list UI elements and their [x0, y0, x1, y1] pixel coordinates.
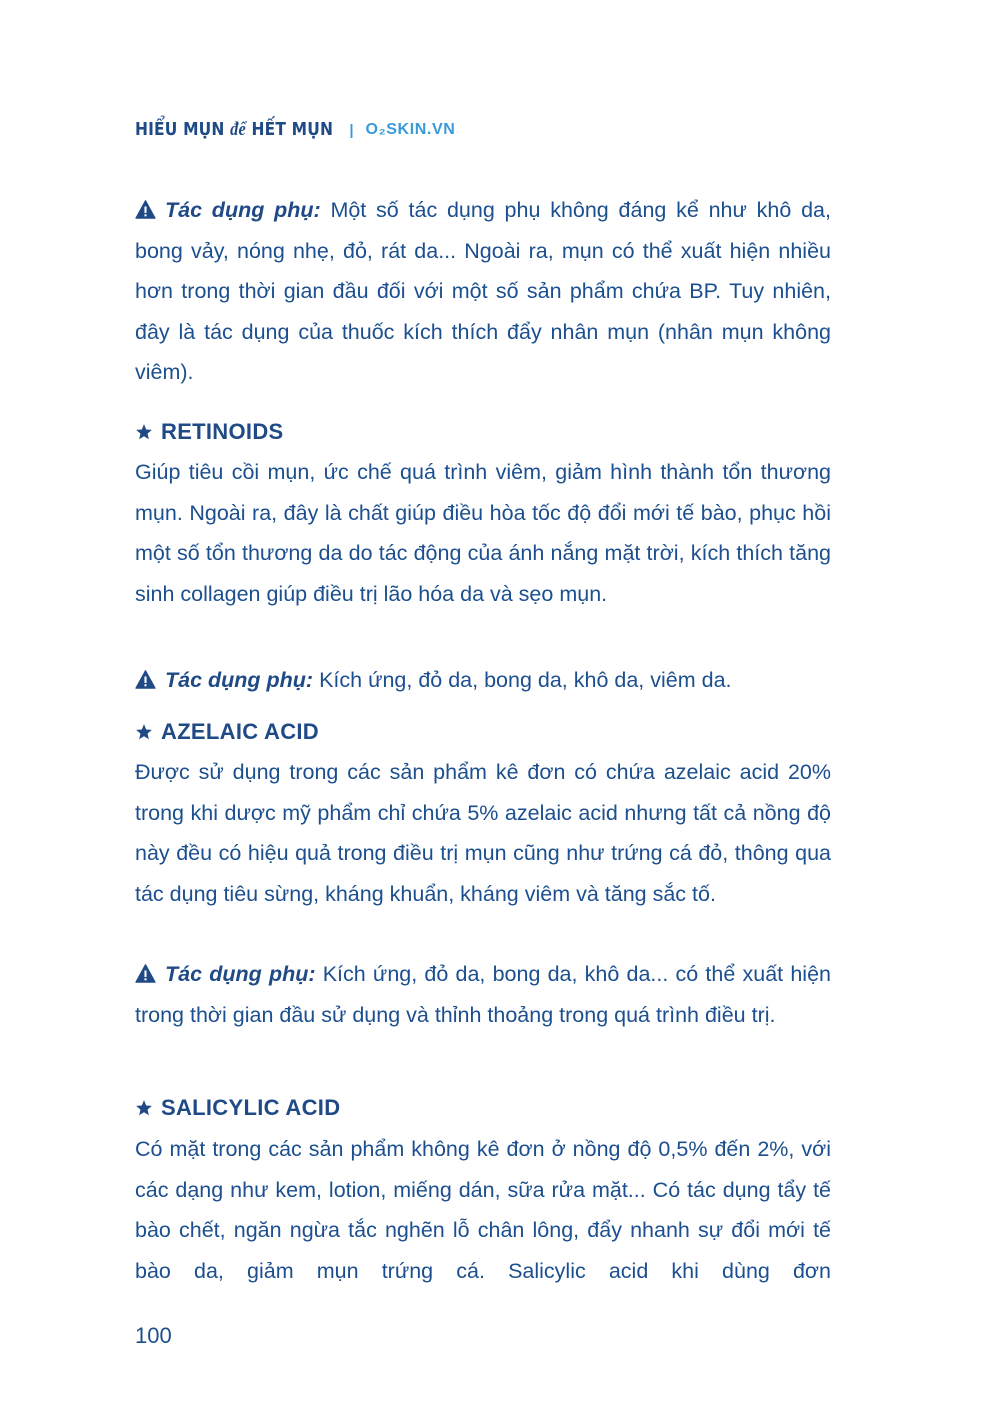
book-title-part2: HẾT MỤN: [245, 119, 334, 140]
salicylic-title: SALICYLIC ACID: [161, 1095, 341, 1120]
azelaic-title: AZELAIC ACID: [161, 719, 319, 744]
side-effects-label: Tác dụng phụ:: [165, 668, 314, 692]
retinoids-side-effects: [135, 660, 831, 701]
salicylic-body: Có mặt trong các sản phẩm không kê đơn ở nồng độ 0,5% đến 2%, với các dạng như kem, lotion, miếng dán, sữa rửa mặt... Có tác dụng tẩy tế bào chết, ngăn ngừa tắc nghẽn lỗ chân lông, đẩy nhanh sự đổi mới tế bào da, giảm mụn trứng cá. Salicylic acid khi dùng đơn: [135, 1137, 831, 1283]
warning-icon: [135, 964, 156, 983]
side-effects-text: Một số tác dụng phụ không đáng kể như khô da, bong vảy, nóng nhẹ, đỏ, rát da... Ngoài ra, mụn có thể xuất hiện nhiều hơn trong thời gian đầu đối với một số sản phẩm chứa BP. Tuy nhiên, đây là tác dụng của thuốc kích thích đẩy nhân mụn (nhân mụn không viêm).: [135, 198, 831, 384]
azelaic-heading: [135, 717, 319, 747]
page-number: 100: [135, 1323, 172, 1348]
star-icon: [135, 723, 153, 741]
site-name: O₂SKIN.VN: [365, 121, 456, 138]
header-separator: |: [349, 121, 354, 139]
book-title-script: để: [230, 119, 246, 140]
bp-side-effects: [135, 190, 831, 393]
warning-icon: [135, 200, 156, 219]
azelaic-side-effects: [135, 954, 831, 1035]
warning-icon: [135, 670, 156, 689]
retinoids-title: RETINOIDS: [161, 419, 284, 444]
retinoids-heading: [135, 417, 284, 447]
running-header: [135, 115, 455, 145]
side-effects-text: Kích ứng, đỏ da, bong da, khô da... có thể xuất hiện trong thời gian đầu sử dụng và thỉnh thoảng trong quá trình điều trị.: [135, 962, 831, 1027]
salicylic-heading: [135, 1093, 340, 1123]
side-effects-label: Tác dụng phụ:: [165, 962, 316, 986]
retinoids-body: Giúp tiêu cồi mụn, ức chế quá trình viêm, giảm hình thành tổn thương mụn. Ngoài ra, đây là chất giúp điều hòa tốc độ đổi mới tế bào, phục hồi một số tổn thương da do tác động của ánh nắng mặt trời, kích thích tăng sinh collagen giúp điều trị lão hóa da và sẹo mụn.: [135, 460, 831, 606]
star-icon: [135, 1099, 153, 1117]
book-title-part1: HIỂU MỤN: [135, 119, 231, 140]
side-effects-label: Tác dụng phụ:: [165, 198, 321, 222]
azelaic-body: Được sử dụng trong các sản phẩm kê đơn có chứa azelaic acid 20% trong khi dược mỹ phẩm chỉ chứa 5% azelaic acid nhưng tất cả nồng độ này đều có hiệu quả trong điều trị mụn cũng như trứng cá đỏ, thông qua tác dụng tiêu sừng, kháng khuẩn, kháng viêm và tăng sắc tố.: [135, 760, 831, 906]
book-title: [135, 119, 333, 141]
side-effects-text: Kích ứng, đỏ da, bong da, khô da, viêm da.: [319, 668, 732, 692]
star-icon: [135, 423, 153, 441]
